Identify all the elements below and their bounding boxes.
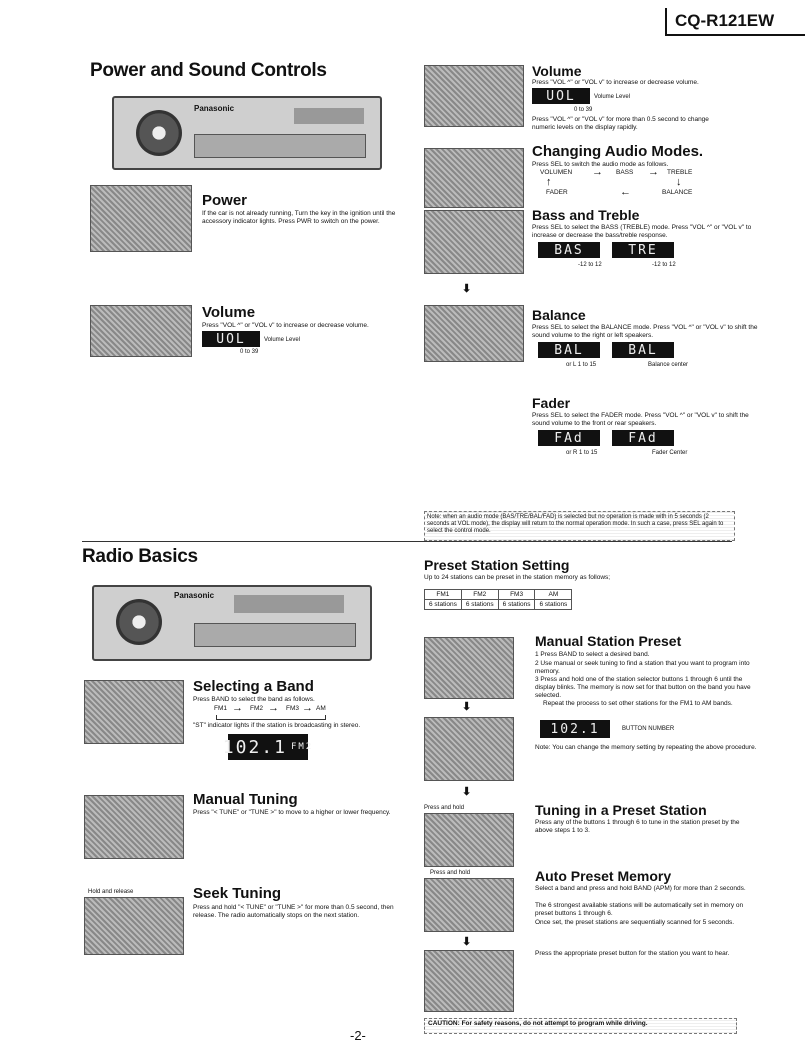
manual-preset-note: Note: You can change the memory setting by repeating the above procedure. xyxy=(535,744,757,751)
manual-preset-step-4: Repeat the process to set other stations for the FM1 to AM bands. xyxy=(543,700,733,707)
balance-title: Balance xyxy=(532,307,586,323)
auto-preset-bullet-1: The 6 strongest available stations will be automatically set in memory on preset buttons 1 through 6. xyxy=(535,902,744,917)
volume-level-label-left: Volume Level xyxy=(264,337,301,343)
manual-preset-title: Manual Station Preset xyxy=(535,633,682,649)
band-fm2: FM2 xyxy=(250,705,263,712)
section-divider xyxy=(82,541,732,542)
preset-cell: 6 stations xyxy=(498,600,535,610)
auto-preset-image-2 xyxy=(424,950,514,1012)
selecting-band-text: Press BAND to select the band as follows. xyxy=(193,696,315,703)
treble-lcd: TRE xyxy=(612,242,674,258)
audio-modes-title: Changing Audio Modes. xyxy=(532,143,704,160)
manual-tuning-text: Press "< TUNE" or "TUNE >" to move to a higher or lower frequency. xyxy=(193,809,391,816)
fader-title: Fader xyxy=(532,395,571,411)
seek-tuning-image xyxy=(84,897,184,955)
fader-lcd-center: FAd xyxy=(612,430,674,446)
arrow-up-icon: ↑ xyxy=(546,176,552,188)
balance-lcd-center: BAL xyxy=(612,342,674,358)
preset-cell: 6 stations xyxy=(535,600,572,610)
preset-header: AM xyxy=(535,590,572,600)
preset-tuning-title: Tuning in a Preset Station xyxy=(535,802,707,818)
mode-bass: BASS xyxy=(616,169,634,176)
arrow-down-icon: ↓ xyxy=(676,176,682,188)
seek-tuning-text: Press and hold "< TUNE" or "TUNE >" for more than 0.5 second, then release. The radio automatically stops on the next station. xyxy=(193,904,394,919)
audio-modes-text: Press SEL to switch the audio mode as follows. xyxy=(532,161,669,168)
apm-press-hold-label: Press and hold xyxy=(430,870,471,876)
mode-fader: FADER xyxy=(546,189,568,196)
volume-bullet-right: Press "VOL ^" or "VOL v" for more than 0.5 second to change numeric levels on the display rapidly. xyxy=(532,116,709,131)
mode-volume: VOLUMEN xyxy=(540,169,573,176)
preset-tuning-text: Press any of the buttons 1 through 6 to tune in the station preset by the above steps 1 to 3. xyxy=(535,819,740,834)
volume-text-left: Press "VOL ^" or "VOL v" to increase or decrease volume. xyxy=(202,322,369,329)
arrow-down-icon: ⬇ xyxy=(462,283,472,295)
selecting-band-title: Selecting a Band xyxy=(193,678,314,695)
auto-preset-image-1 xyxy=(424,878,514,932)
manual-preset-step-1: 1 Press BAND to select a desired band. xyxy=(535,651,650,658)
preset-cell: 6 stations xyxy=(461,600,498,610)
preset-cell: 6 stations xyxy=(425,600,462,610)
volume-range-right: 0 to 39 xyxy=(574,107,593,113)
balance-image xyxy=(424,305,524,362)
preset-header: FM1 xyxy=(425,590,462,600)
mode-treble: TREBLE xyxy=(667,169,693,176)
mode-balance: BALANCE xyxy=(662,189,693,196)
section-title-power-sound: Power and Sound Controls xyxy=(90,60,327,81)
caution-box: CAUTION: For safety reasons, do not attempt to program while driving. xyxy=(424,1018,737,1034)
band-lcd: 102.1 FM2 xyxy=(228,734,308,760)
balance-center: Balance center xyxy=(648,362,689,368)
arrow-left-icon: ← xyxy=(620,186,631,198)
volume-lcd-right: UOL xyxy=(532,88,590,104)
fader-center: Fader Center xyxy=(652,450,688,456)
band-am: AM xyxy=(316,705,326,712)
band-hand-image xyxy=(84,680,184,744)
note-box: Note: when an audio mode (BAS/TRE/BAL/FAD) is selected but no operation is made with in 5 seconds (2 seconds at VOL mode), the display will return to the normal operation mode. In such a case, press SEL again to select the control mode. xyxy=(424,511,735,541)
brand-logo: Panasonic xyxy=(194,104,235,113)
volume-right-image xyxy=(424,65,524,127)
page-number: -2- xyxy=(350,1028,366,1043)
fader-text: Press SEL to select the FADER mode. Press "VOL ^" or "VOL v" to shift the sound volume to the front or rear speakers. xyxy=(532,412,749,427)
radio-front-panel-image xyxy=(112,96,382,170)
audio-mode-image xyxy=(424,148,524,208)
balance-text: Press SEL to select the BALANCE mode. Press "VOL ^" or "VOL v" to shift the sound volume to the right or left speakers. xyxy=(532,324,758,339)
preset-setting-text: Up to 24 stations can be preset in the station memory as follows; xyxy=(424,574,611,581)
volume-hand-image xyxy=(90,305,192,357)
volume-lcd-left: UOL xyxy=(202,331,260,347)
balance-lcd-left: BAL xyxy=(538,342,600,358)
volume-title-left: Volume xyxy=(202,304,256,321)
bass-range: -12 to 12 xyxy=(578,262,602,268)
bass-treble-image xyxy=(424,210,524,274)
volume-text-right: Press "VOL ^" or "VOL v" to increase or decrease volume. xyxy=(532,79,699,86)
power-hand-image xyxy=(90,185,192,252)
band-fm3: FM3 xyxy=(286,705,299,712)
volume-title-right: Volume xyxy=(532,63,582,79)
hold-release-label: Hold and release xyxy=(88,889,134,895)
volume-level-label-right: Volume Level xyxy=(594,94,631,100)
section-title-radio: Radio Basics xyxy=(82,546,198,567)
model-number: CQ-R121EW xyxy=(665,8,805,36)
manual-preset-step-2: 2 Use manual or seek tuning to find a station that you want to program into memory. xyxy=(535,660,750,675)
preset-table xyxy=(424,589,572,610)
preset-press-hold-label: Press and hold xyxy=(424,805,465,811)
auto-preset-title: Auto Preset Memory xyxy=(535,868,672,884)
bass-treble-text: Press SEL to select the BASS (TREBLE) mode. Press "VOL ^" or "VOL v" to increase or decrease the bass/treble response. xyxy=(532,224,752,239)
treble-range: -12 to 12 xyxy=(652,262,676,268)
arrow-down-icon: ⬇ xyxy=(462,701,472,713)
arrow-down-icon: ⬇ xyxy=(462,786,472,798)
arrow-right-icon: → xyxy=(592,166,603,178)
arrow-right-icon: → xyxy=(232,702,243,714)
brand-logo: Panasonic xyxy=(174,591,215,600)
balance-range: or L 1 to 15 xyxy=(566,362,597,368)
preset-setting-title: Preset Station Setting xyxy=(424,557,570,573)
arrow-right-icon: → xyxy=(648,166,659,178)
volume-range-left: 0 to 39 xyxy=(240,349,259,355)
manual-preset-step-3: 3 Press and hold one of the station selector buttons 1 through 6 until the display blinks. The memory is now set for that button on the band you have selected. xyxy=(535,676,751,699)
manual-preset-image-2 xyxy=(424,717,514,781)
bass-lcd: BAS xyxy=(538,242,600,258)
band-cycle-arrow xyxy=(216,715,326,720)
auto-preset-text: Select a band and press and hold BAND (APM) for more than 2 seconds. xyxy=(535,885,746,892)
seek-tuning-title: Seek Tuning xyxy=(193,885,282,902)
auto-preset-bullet-2: Once set, the preset stations are sequentially scanned for 5 seconds. xyxy=(535,919,735,926)
bass-treble-title: Bass and Treble xyxy=(532,207,640,223)
preset-header: FM2 xyxy=(461,590,498,600)
arrow-right-icon: → xyxy=(268,702,279,714)
manual-tuning-title: Manual Tuning xyxy=(193,791,298,808)
preset-lcd: 102.1 xyxy=(540,720,610,738)
band-fm1: FM1 xyxy=(214,705,227,712)
arrow-down-icon: ⬇ xyxy=(462,936,472,948)
fader-lcd-rear: FAd xyxy=(538,430,600,446)
fader-range: or R 1 to 15 xyxy=(566,450,598,456)
stereo-note: "ST" indicator lights if the station is broadcasting in stereo. xyxy=(193,722,361,729)
preset-header: FM3 xyxy=(498,590,535,600)
manual-preset-image-1 xyxy=(424,637,514,699)
power-text: If the car is not already running, Turn the key in the ignition until the accessory indicator lights. Press PWR to switch on the power. xyxy=(202,210,396,225)
button-number-label: BUTTON NUMBER xyxy=(622,726,675,732)
arrow-right-icon: → xyxy=(302,702,313,714)
power-title: Power xyxy=(202,192,248,209)
preset-tuning-image xyxy=(424,813,514,867)
radio-front-panel-image-2 xyxy=(92,585,372,661)
manual-tuning-image xyxy=(84,795,184,859)
auto-preset-bullet-3: Press the appropriate preset button for the station you want to hear. xyxy=(535,950,730,957)
